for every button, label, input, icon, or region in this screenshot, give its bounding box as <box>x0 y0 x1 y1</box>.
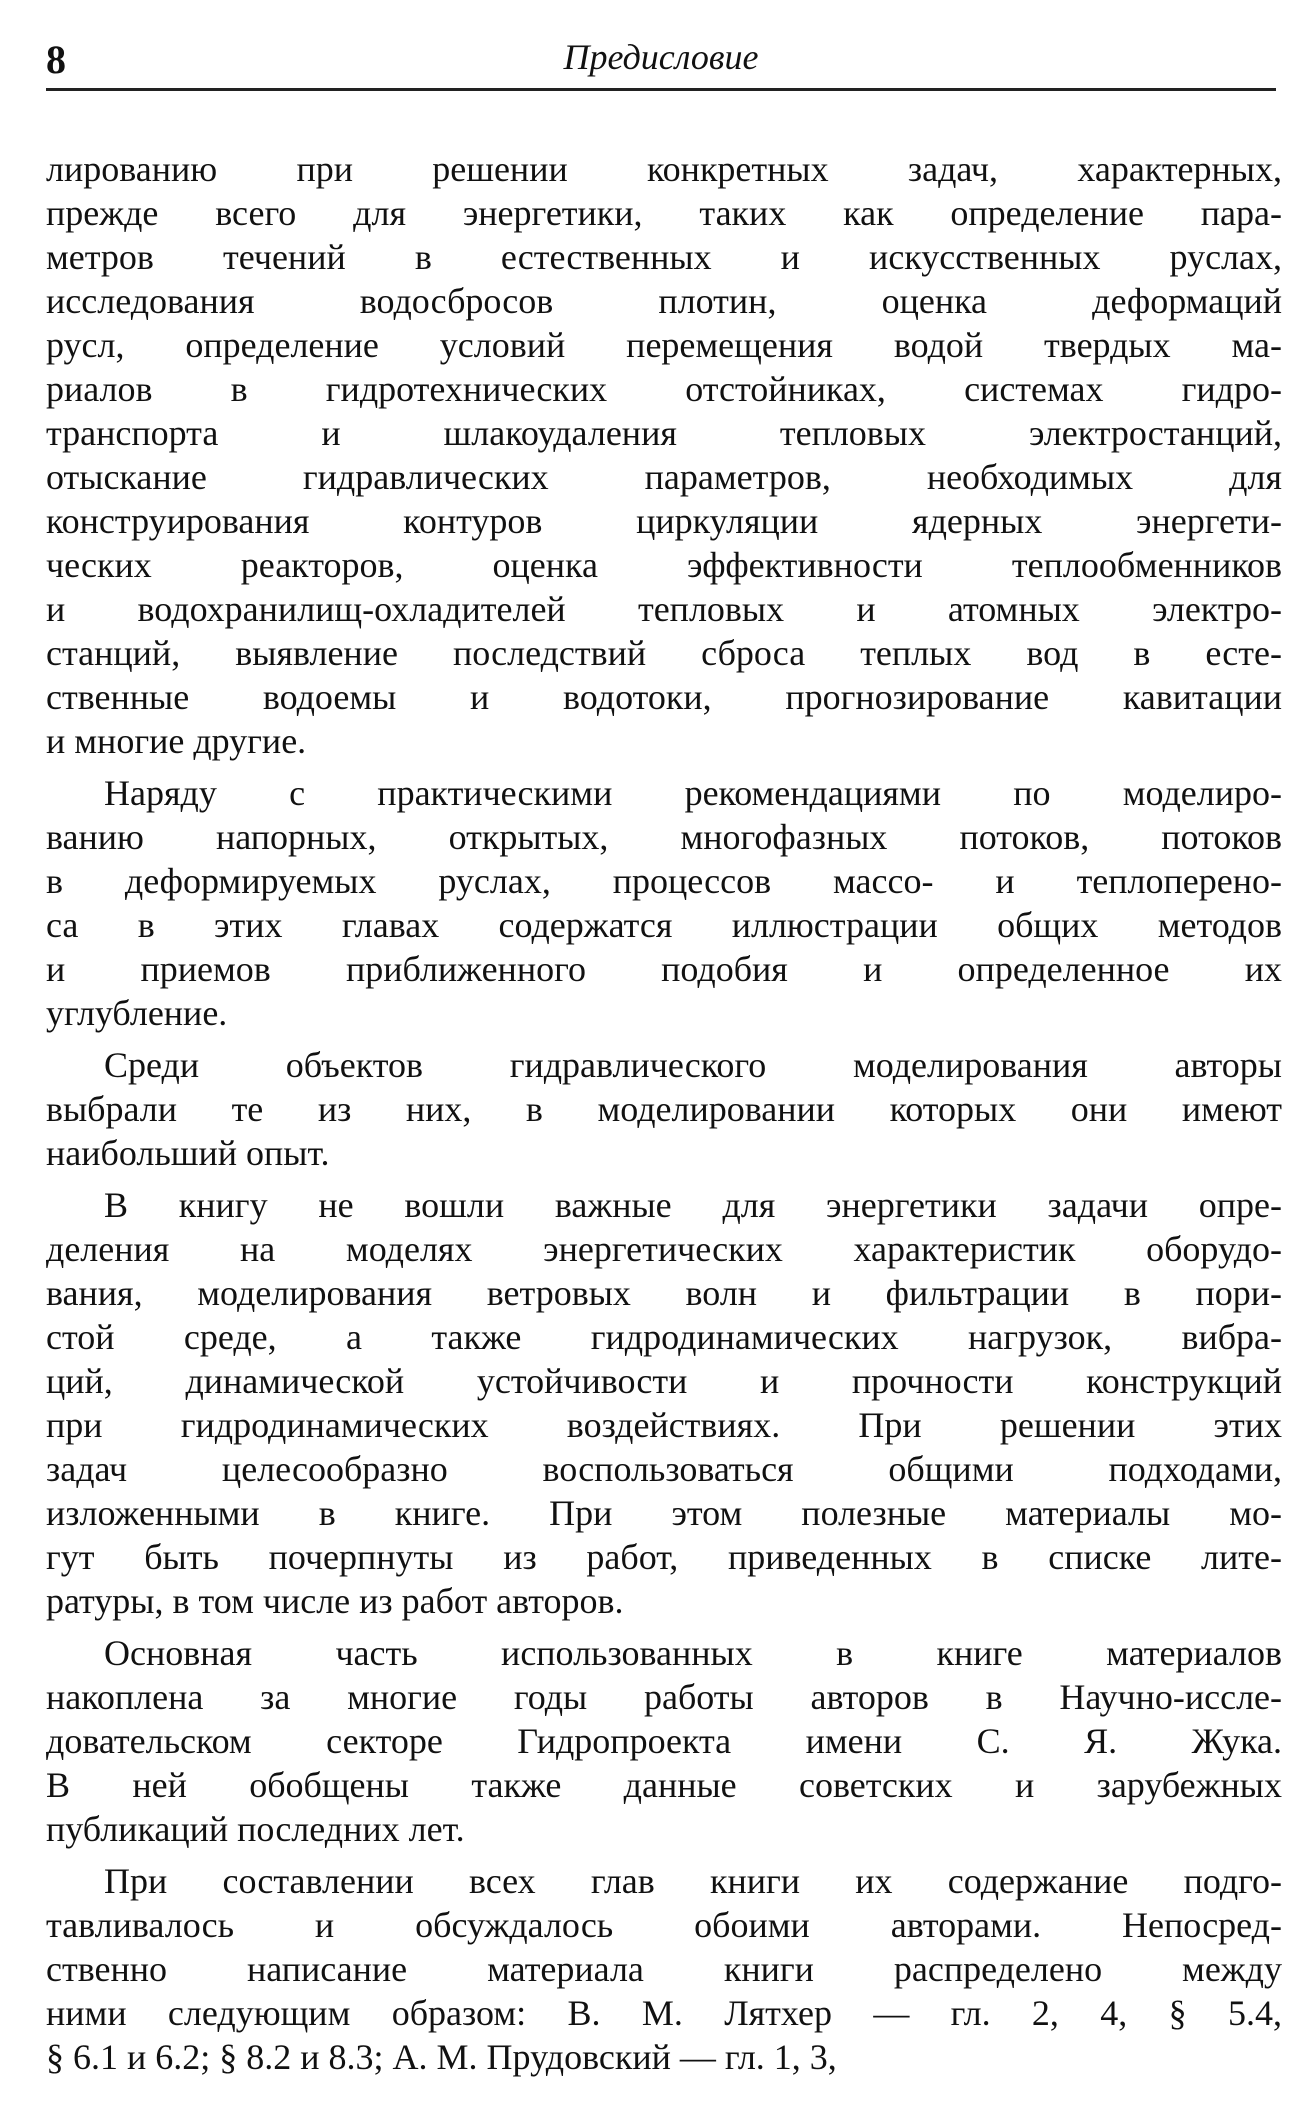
body-text <box>46 147 1282 2079</box>
text-line: лированию при решении конкретных задач, характерных, <box>46 149 1282 189</box>
text-line: накоплена за многие годы работы авторов в Научно-иссле- <box>46 1677 1282 1717</box>
paragraph <box>46 771 1282 1035</box>
text-line: тавливалось и обсуждалось обоими авторами. Непосред- <box>46 1905 1282 1945</box>
text-line: и приемов приближенного подобия и определенное их <box>46 949 1282 989</box>
text-line: ратуры, в том числе из работ авторов. <box>46 1581 624 1621</box>
paragraph <box>46 1183 1282 1623</box>
text-line: станций, выявление последствий сброса теплых вод в есте- <box>46 633 1282 673</box>
text-line: довательском секторе Гидропроекта имени С. Я. Жука. <box>46 1721 1282 1761</box>
header-rule <box>46 88 1276 91</box>
paragraph-gap <box>46 1175 1282 1183</box>
text-line: углубление. <box>46 993 228 1033</box>
text-line: Среди объектов гидравлического моделирования авторы <box>104 1045 1282 1085</box>
text-line: ций, динамической устойчивости и прочности конструкций <box>46 1361 1282 1401</box>
paragraph-gap <box>46 1851 1282 1859</box>
text-line: русл, определение условий перемещения водой твердых ма- <box>46 325 1282 365</box>
text-line: В книгу не вошли важные для энергетики задачи опре- <box>104 1185 1282 1225</box>
text-line: стой среде, а также гидродинамических нагрузок, вибра- <box>46 1317 1282 1357</box>
text-line: конструирования контуров циркуляции ядерных энергети- <box>46 501 1282 541</box>
text-line: исследования водосбросов плотин, оценка деформаций <box>46 281 1282 321</box>
text-line: и многие другие. <box>46 721 307 761</box>
text-line: задач целесообразно воспользоваться общими подходами, <box>46 1449 1282 1489</box>
text-line: В ней обобщены также данные советских и зарубежных <box>46 1765 1282 1805</box>
paragraph <box>46 1043 1282 1175</box>
text-line: транспорта и шлакоудаления тепловых электростанций, <box>46 413 1282 453</box>
text-line: ственные водоемы и водотоки, прогнозирование кавитации <box>46 677 1282 717</box>
text-line: ственно написание материала книги распределено между <box>46 1949 1282 1989</box>
paragraph-gap <box>46 1623 1282 1631</box>
text-line: гут быть почерпнуты из работ, приведенных в списке лите- <box>46 1537 1282 1577</box>
paragraph-gap <box>46 763 1282 771</box>
page-number: 8 <box>46 37 66 82</box>
text-line: выбрали те из них, в моделировании которых они имеют <box>46 1089 1282 1129</box>
text-line: Основная часть использованных в книге материалов <box>104 1633 1282 1673</box>
paragraph <box>46 147 1282 763</box>
running-title: Предисловие <box>563 37 759 77</box>
text-line: ванию напорных, открытых, многофазных потоков, потоков <box>46 817 1282 857</box>
page-header <box>46 28 1276 88</box>
text-line: метров течений в естественных и искусственных руслах, <box>46 237 1282 277</box>
text-line: изложенными в книге. При этом полезные материалы мо- <box>46 1493 1282 1533</box>
text-line: ческих реакторов, оценка эффективности теплообменников <box>46 545 1282 585</box>
text-line: Наряду с практическими рекомендациями по моделиро- <box>104 773 1282 813</box>
text-line: риалов в гидротехнических отстойниках, системах гидро- <box>46 369 1282 409</box>
paragraph <box>46 1859 1282 2079</box>
text-line: при гидродинамических воздействиях. При решении этих <box>46 1405 1282 1445</box>
text-line: ними следующим образом: В. М. Лятхер — гл. 2, 4, § 5.4, <box>46 1993 1282 2033</box>
text-line: деления на моделях энергетических характеристик оборудо- <box>46 1229 1282 1269</box>
text-line: и водохранилищ-охладителей тепловых и атомных электро- <box>46 589 1282 629</box>
text-line: публикаций последних лет. <box>46 1809 465 1849</box>
text-line: прежде всего для энергетики, таких как определение пара- <box>46 193 1282 233</box>
paragraph <box>46 1631 1282 1851</box>
text-line: наибольший опыт. <box>46 1133 330 1173</box>
text-line: в деформируемых руслах, процессов массо- и теплоперено- <box>46 861 1282 901</box>
text-line: вания, моделирования ветровых волн и фильтрации в пори- <box>46 1273 1282 1313</box>
text-line: При составлении всех глав книги их содержание подго- <box>104 1861 1282 1901</box>
text-line: отыскание гидравлических параметров, необходимых для <box>46 457 1282 497</box>
text-line: § 6.1 и 6.2; § 8.2 и 8.3; А. М. Прудовский — гл. 1, 3, <box>46 2037 837 2077</box>
paragraph-gap <box>46 1035 1282 1043</box>
text-line: са в этих главах содержатся иллюстрации общих методов <box>46 905 1282 945</box>
